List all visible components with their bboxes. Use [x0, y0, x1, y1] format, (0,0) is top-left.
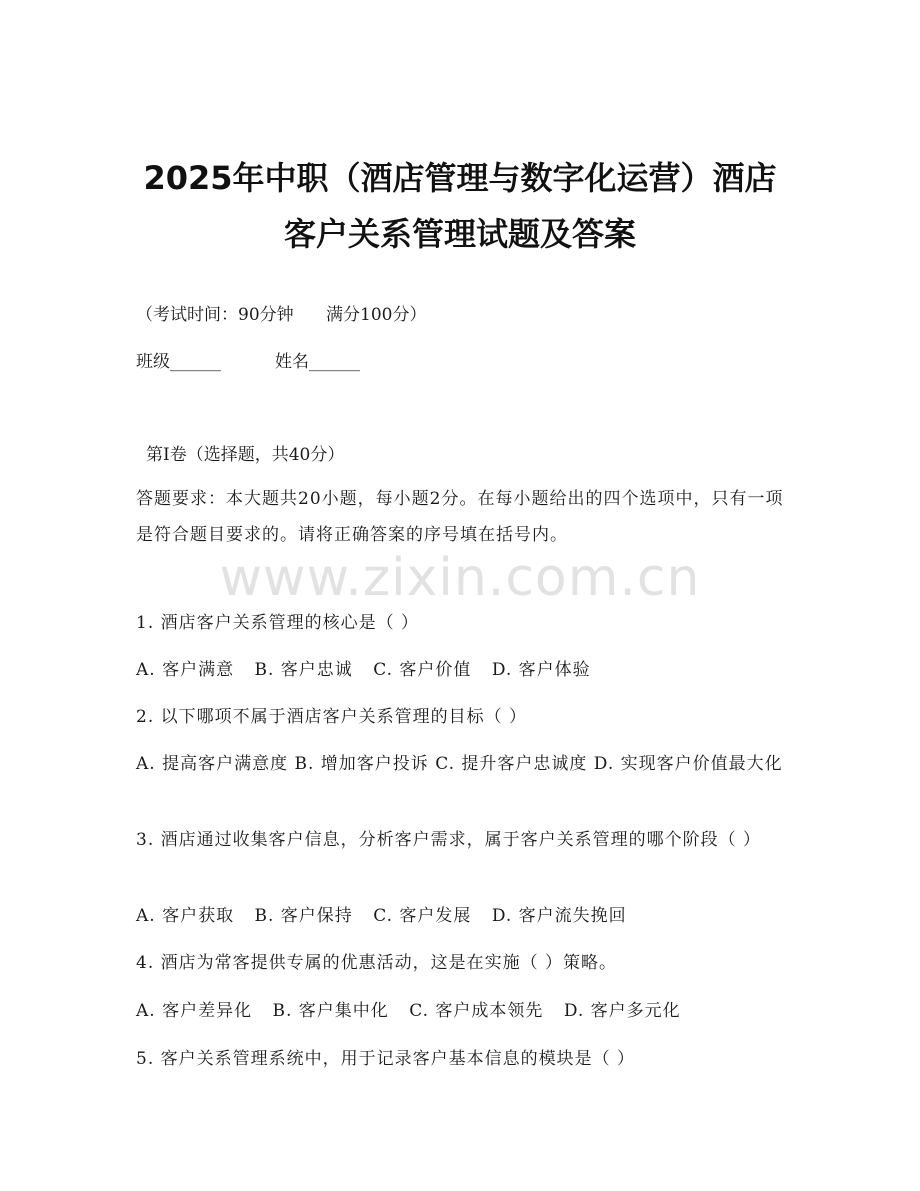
title-line-1: 2025年中职（酒店管理与数字化运营）酒店	[143, 159, 777, 197]
question-4-option-c: C. 客户成本领先	[409, 1001, 544, 1021]
question-1-stem: 1. 酒店客户关系管理的核心是（ ）	[136, 613, 420, 633]
question-3-option-c: C. 客户发展	[373, 906, 472, 926]
question-2-stem: 2. 以下哪项不属于酒店客户关系管理的目标（ ）	[136, 707, 528, 727]
question-1-options	[136, 652, 605, 688]
question-1-option-b: B. 客户忠诚	[254, 660, 353, 680]
answer-instructions: 答题要求：本大题共20小题，每小题2分。在每小题给出的四个选项中，只有一项是符合题目要求的。请将正确答案的序号填在括号内。	[136, 489, 784, 545]
title-line-2: 客户关系管理试题及答案	[283, 215, 636, 253]
question-3-option-b: B. 客户保持	[254, 906, 353, 926]
question-4-stem: 4. 酒店为常客提供专属的优惠活动，这是在实施（ ）策略。	[136, 953, 618, 973]
question-1-option-a: A. 客户满意	[136, 660, 235, 680]
question-4-option-b: B. 客户集中化	[272, 1001, 389, 1021]
question-4-options	[136, 993, 695, 1029]
section-heading: 第I卷（选择题，共40分）	[146, 445, 345, 465]
question-4-option-d: D. 客户多元化	[563, 1001, 681, 1021]
document-title	[60, 150, 860, 262]
question-1-option-c: C. 客户价值	[373, 660, 472, 680]
question-3-options	[136, 898, 641, 934]
question-3-option-a: A. 客户获取	[136, 906, 235, 926]
question-3-stem: 3. 酒店通过收集客户信息，分析客户需求，属于客户关系管理的哪个阶段（ ）	[136, 830, 762, 850]
question-1-option-d: D. 客户体验	[491, 660, 591, 680]
question-4-option-a: A. 客户差异化	[136, 1001, 253, 1021]
student-info-row	[136, 344, 360, 380]
question-2-options: A. 提高客户满意度 B. 增加客户投诉 C. 提升客户忠诚度 D. 实现客户价值最大化	[136, 754, 783, 774]
question-5-stem: 5. 客户关系管理系统中，用于记录客户基本信息的模块是（ ）	[136, 1049, 636, 1069]
question-3-option-d: D. 客户流失挽回	[491, 906, 627, 926]
watermark: www.zixin.com.cn	[219, 548, 701, 608]
name-field-label: 姓名______	[275, 352, 360, 372]
class-field-label: 班级______	[136, 352, 221, 372]
exam-info: （考试时间：90分钟 满分100分）	[136, 305, 427, 325]
